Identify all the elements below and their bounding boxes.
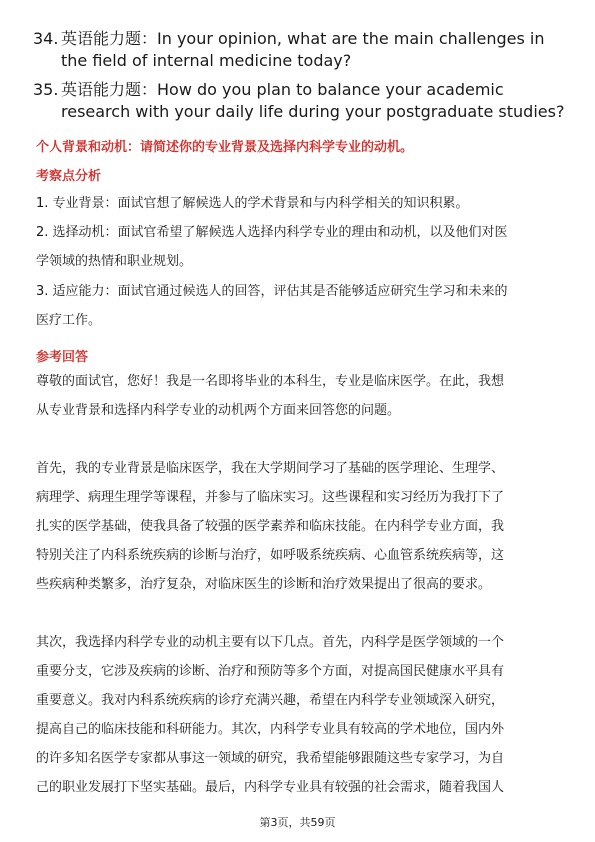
analysis-heading: 考察点分析	[36, 169, 102, 184]
answer-paragraph-1-line: 病理学、病理生理学等课程，并参与了临床实习。这些课程和实习经历为我打下了	[36, 490, 505, 505]
answer-intro-line: 从专业背景和选择内科学专业的动机两个方面来回答您的问题。	[36, 403, 401, 418]
answer-paragraph-1-line: 特别关注了内科系统疾病的诊断与治疗，如呼吸系统疾病、心血管系统疾病等，这	[36, 548, 505, 563]
answer-paragraph-2-line: 重要意义。我对内科系统疾病的诊疗充满兴趣，希望在内科学专业领域深入研究，	[36, 693, 505, 708]
answer-paragraph-1-line: 扎实的医学基础，使我具备了较强的医学素养和临床技能。在内科学专业方面，我	[36, 519, 505, 534]
answer-paragraph-2-line: 重要分支，它涉及疾病的诊断、治疗和预防等多个方面，对提高国民健康水平具有	[36, 664, 505, 679]
question-number: 35.	[33, 80, 59, 99]
analysis-line: 1. 专业背景：面试官想了解候选人的学术背景和与内科学相关的知识积累。	[36, 196, 469, 211]
answer-heading: 参考回答	[36, 350, 89, 365]
answer-intro-line: 尊敬的面试官，您好！我是一名即将毕业的本科生，专业是临床医学。在此，我想	[36, 374, 505, 389]
answer-paragraph-2-line: 其次，我选择内科学专业的动机主要有以下几点。首先，内科学是医学领域的一个	[36, 635, 505, 650]
answer-paragraph-1-line: 首先，我的专业背景是临床医学，我在大学期间学习了基础的医学理论、生理学、	[36, 461, 505, 476]
answer-paragraph-1-line: 些疾病种类繁多，治疗复杂，对临床医生的诊断和治疗效果提出了很高的要求。	[36, 577, 492, 592]
section-title: 个人背景和动机：请简述你的专业背景及选择内科学专业的动机。	[36, 140, 414, 155]
question-text-line: 英语能力题：In your opinion, what are the main challenges in	[61, 29, 545, 48]
page-footer: 第3页，共59页	[259, 816, 336, 829]
answer-paragraph-2-line: 己的职业发展打下坚实基础。最后，内科学专业具有较强的社会需求，随着我国人	[36, 780, 505, 795]
analysis-line: 医疗工作。	[36, 313, 102, 328]
analysis-line: 学领域的热情和职业规划。	[36, 254, 193, 269]
question-text-line: 英语能力题：How do you plan to balance your academic	[61, 80, 504, 99]
question-number: 34.	[33, 29, 59, 48]
analysis-line: 3. 适应能力：面试官通过候选人的回答，评估其是否能够适应研究生学习和未来的	[36, 284, 508, 299]
analysis-line: 2. 选择动机：面试官希望了解候选人选择内科学专业的理由和动机，以及他们对医	[36, 225, 508, 240]
answer-paragraph-2-line: 提高自己的临床技能和科研能力。其次，内科学专业具有较高的学术地位，国内外	[36, 722, 505, 737]
question-text-line: the field of internal medicine today?	[61, 51, 352, 70]
answer-paragraph-2-line: 的许多知名医学专家都从事这一领域的研究，我希望能够跟随这些专家学习，为自	[36, 751, 505, 766]
question-text-line: research with your daily life during your postgraduate studies?	[61, 102, 565, 121]
